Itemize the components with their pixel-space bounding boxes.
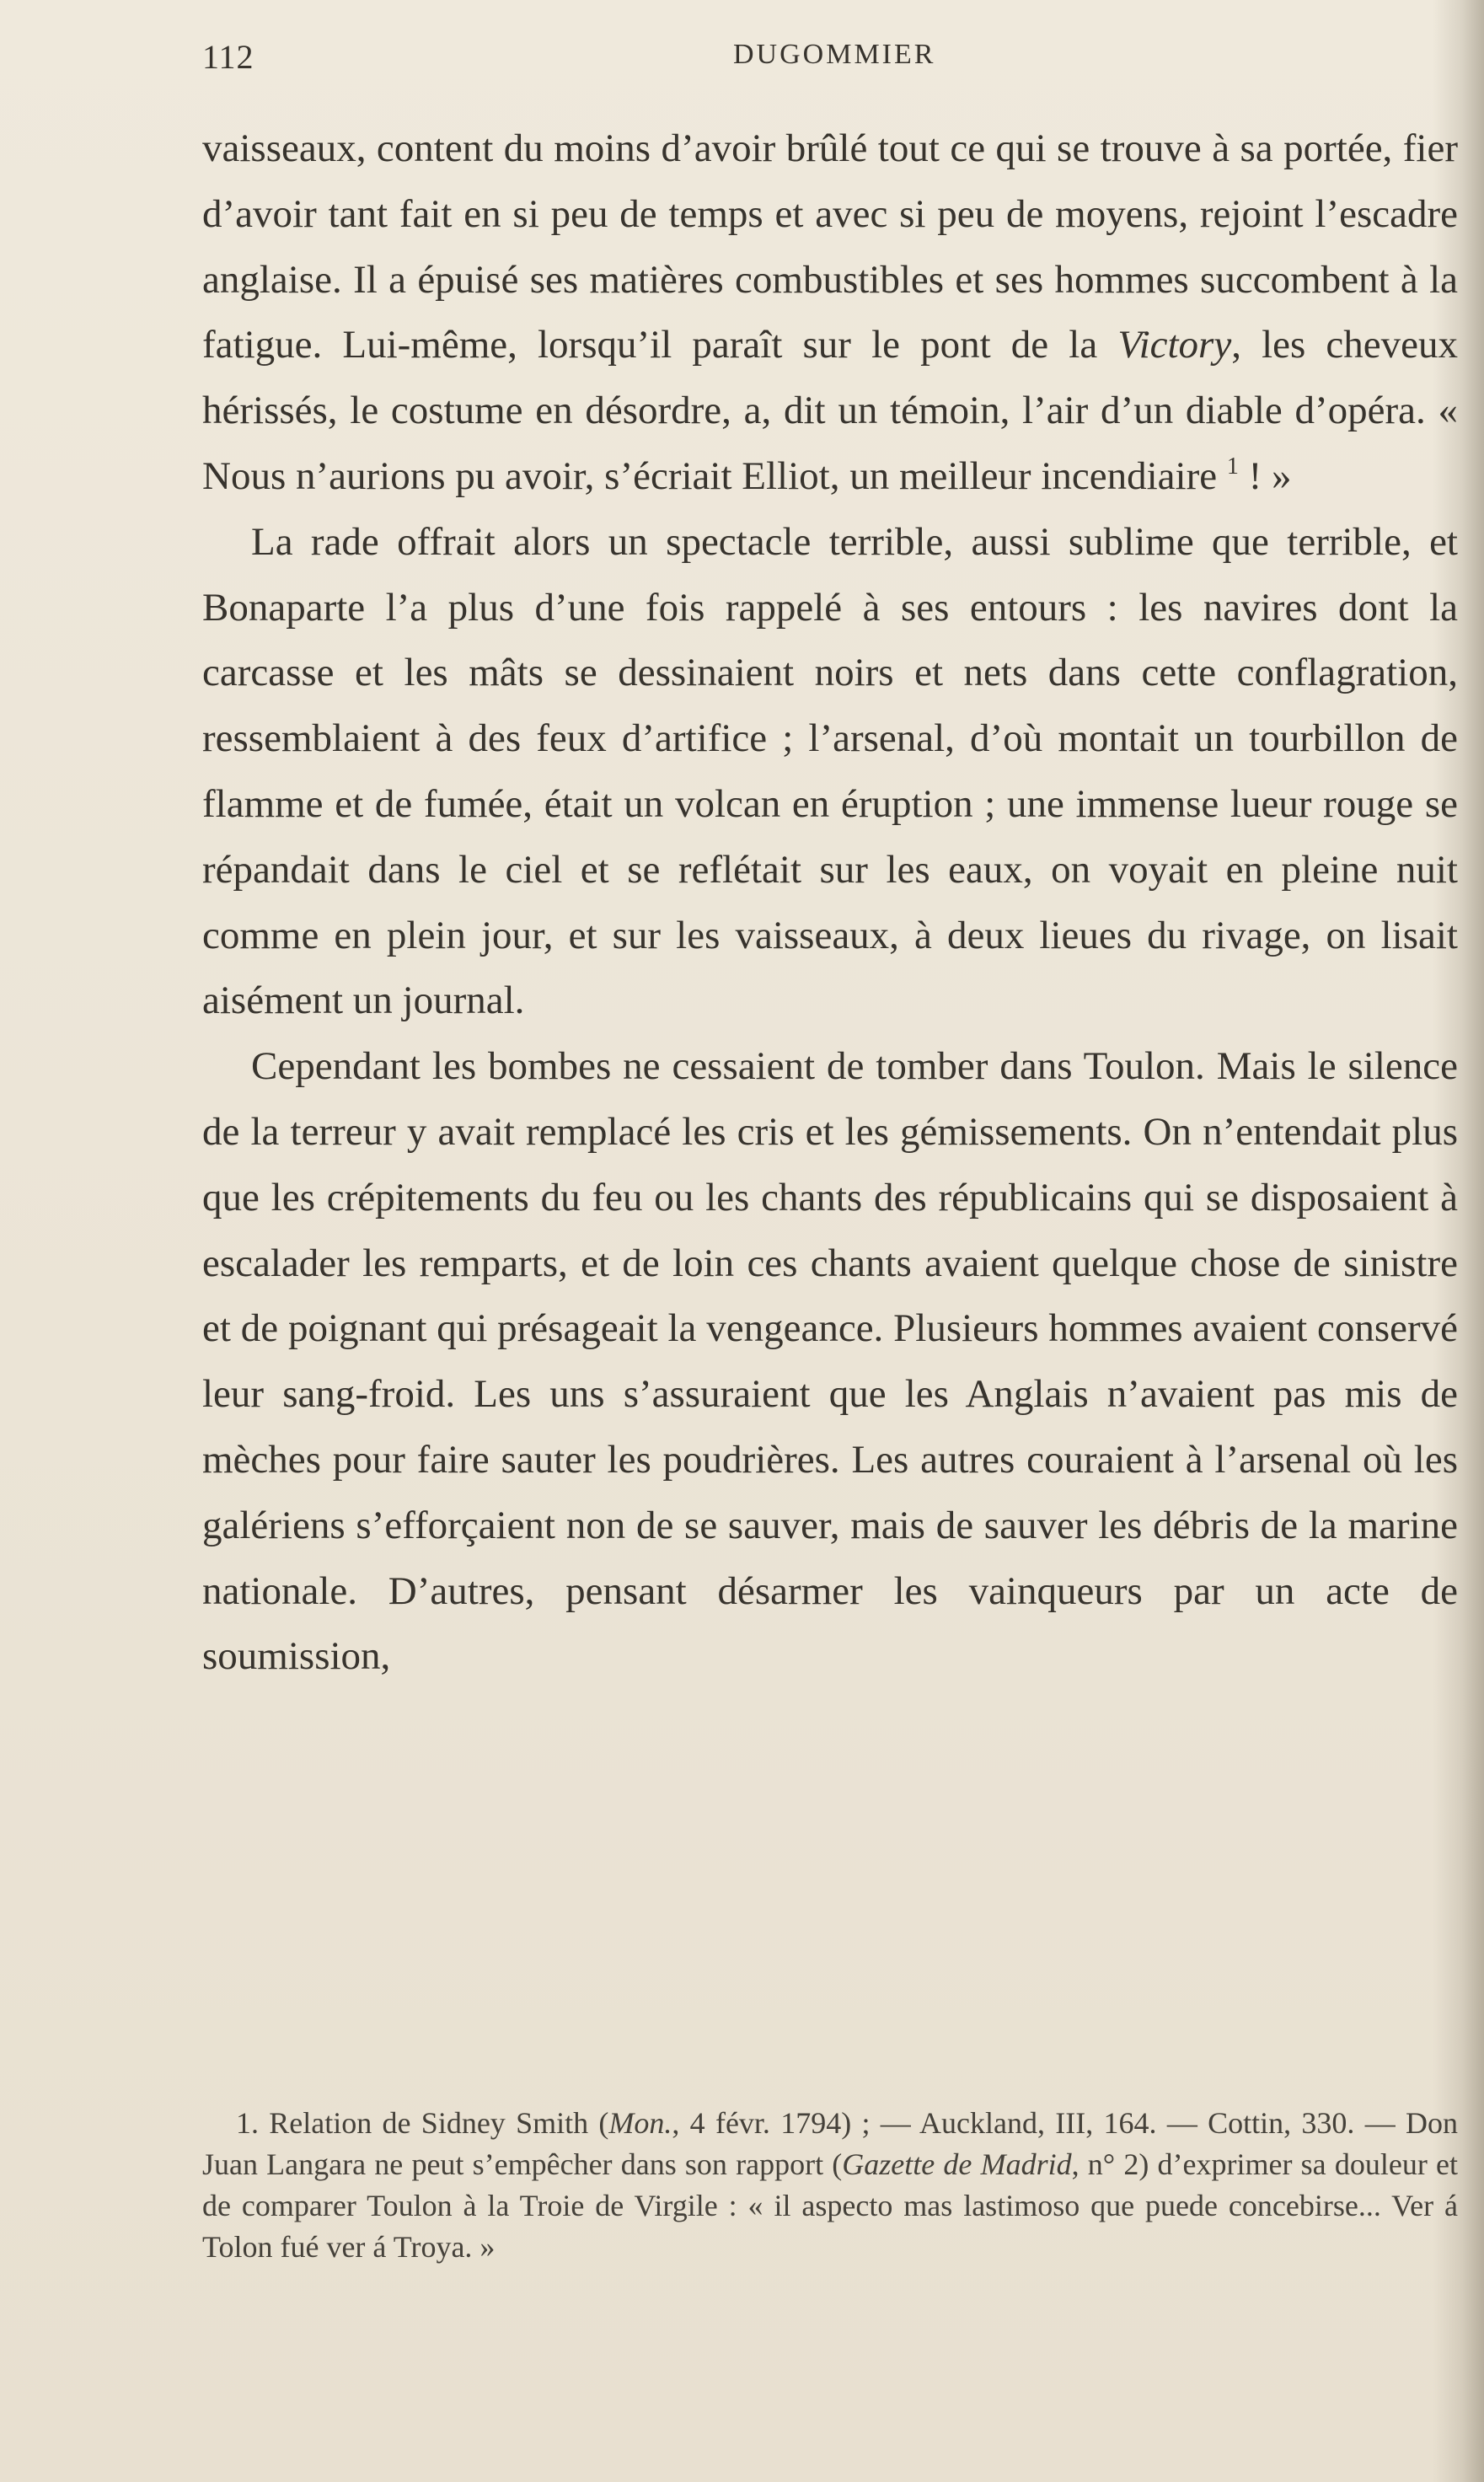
text-run-italic: Gazette de Madrid: [842, 2147, 1072, 2181]
footnotes: [202, 2103, 1458, 2268]
paragraph-3: [202, 1034, 1458, 1690]
footnote-marker: 1: [1226, 453, 1239, 480]
text-run-italic: Mon.: [608, 2106, 672, 2140]
text-run: , 4 févr. 1794) ; — Auckland, III, 164. — Cottin, 330. — Don Juan Langara ne peut s’empêcher dans son rapport (: [202, 2106, 1458, 2181]
text-run-italic: Victory: [1117, 323, 1232, 367]
running-head: [202, 32, 1466, 91]
paragraph-1: [202, 116, 1458, 510]
paragraph-2: [202, 510, 1458, 1034]
page-number: 112: [202, 38, 254, 76]
text-run: La rade offrait alors un spectacle terrible, aussi sublime que terrible, et Bonaparte l’a plus d’une fois rappelé à ses entours : les navires dont la carcasse et les mâts se dessinaient noirs et nets dans cette conflagration, ressemblaient à des feux d’artifice ; l’arsenal, d’où montait un tourbillon de flamme et de fumée, était un volcan en éruption ; une immense lueur rouge se répandait dans le ciel et se reflétait sur les eaux, on voyait en pleine nuit comme en plein jour, et sur les vaisseaux, à deux lieues du rivage, on lisait aisément un journal.: [202, 519, 1458, 1023]
body-text: [202, 116, 1458, 1690]
running-title: DUGOMMIER: [733, 39, 936, 70]
text-run: Cependant les bombes ne cessaient de tomber dans Toulon. Mais le silence de la terreur y avait remplacé les cris et les gémissements. On n’entendait plus que les crépitements du feu ou les chants des républicains qui se disposaient à escalader les remparts, et de loin ces chants avaient quelque chose de sinistre et de poignant qui présageait la vengeance. Plusieurs hommes avaient conservé leur sang-froid. Les uns s’assuraient que les Anglais n’avaient pas mis de mèches pour faire sauter les poudrières. Les autres couraient à l’arsenal où les galériens s’efforçaient non de se sauver, mais de sauver les débris de la marine nationale. D’autres, pensant désarmer les vainqueurs par un acte de soumission,: [202, 1044, 1458, 1679]
text-run: , n° 2) d’exprimer sa douleur et de comparer Toulon à la Troie de Virgile : « il aspecto mas lastimoso que puede concebirse... Ver á Tolon fué ver á Troya. »: [202, 2147, 1458, 2264]
footnote-1: [202, 2103, 1458, 2268]
text-run: ! »: [1238, 453, 1292, 498]
text-run: , les cheveux hérissés, le costume en désordre, a, dit un témoin, l’air d’un diable d’opéra. « Nous n’aurions pu avoir, s’écriait Elliot, un meilleur incendiaire: [202, 323, 1458, 498]
text-run: 1. Relation de Sidney Smith (: [236, 2106, 609, 2140]
text-run: vaisseaux, content du moins d’avoir brûlé tout ce qui se trouve à sa portée, fier d’avoir tant fait en si peu de temps et avec si peu de moyens, rejoint l’escadre anglaise. Il a épuisé ses matières combustibles et ses hommes succombent à la fatigue. Lui-même, lorsqu’il paraît sur le pont de la: [202, 126, 1458, 367]
